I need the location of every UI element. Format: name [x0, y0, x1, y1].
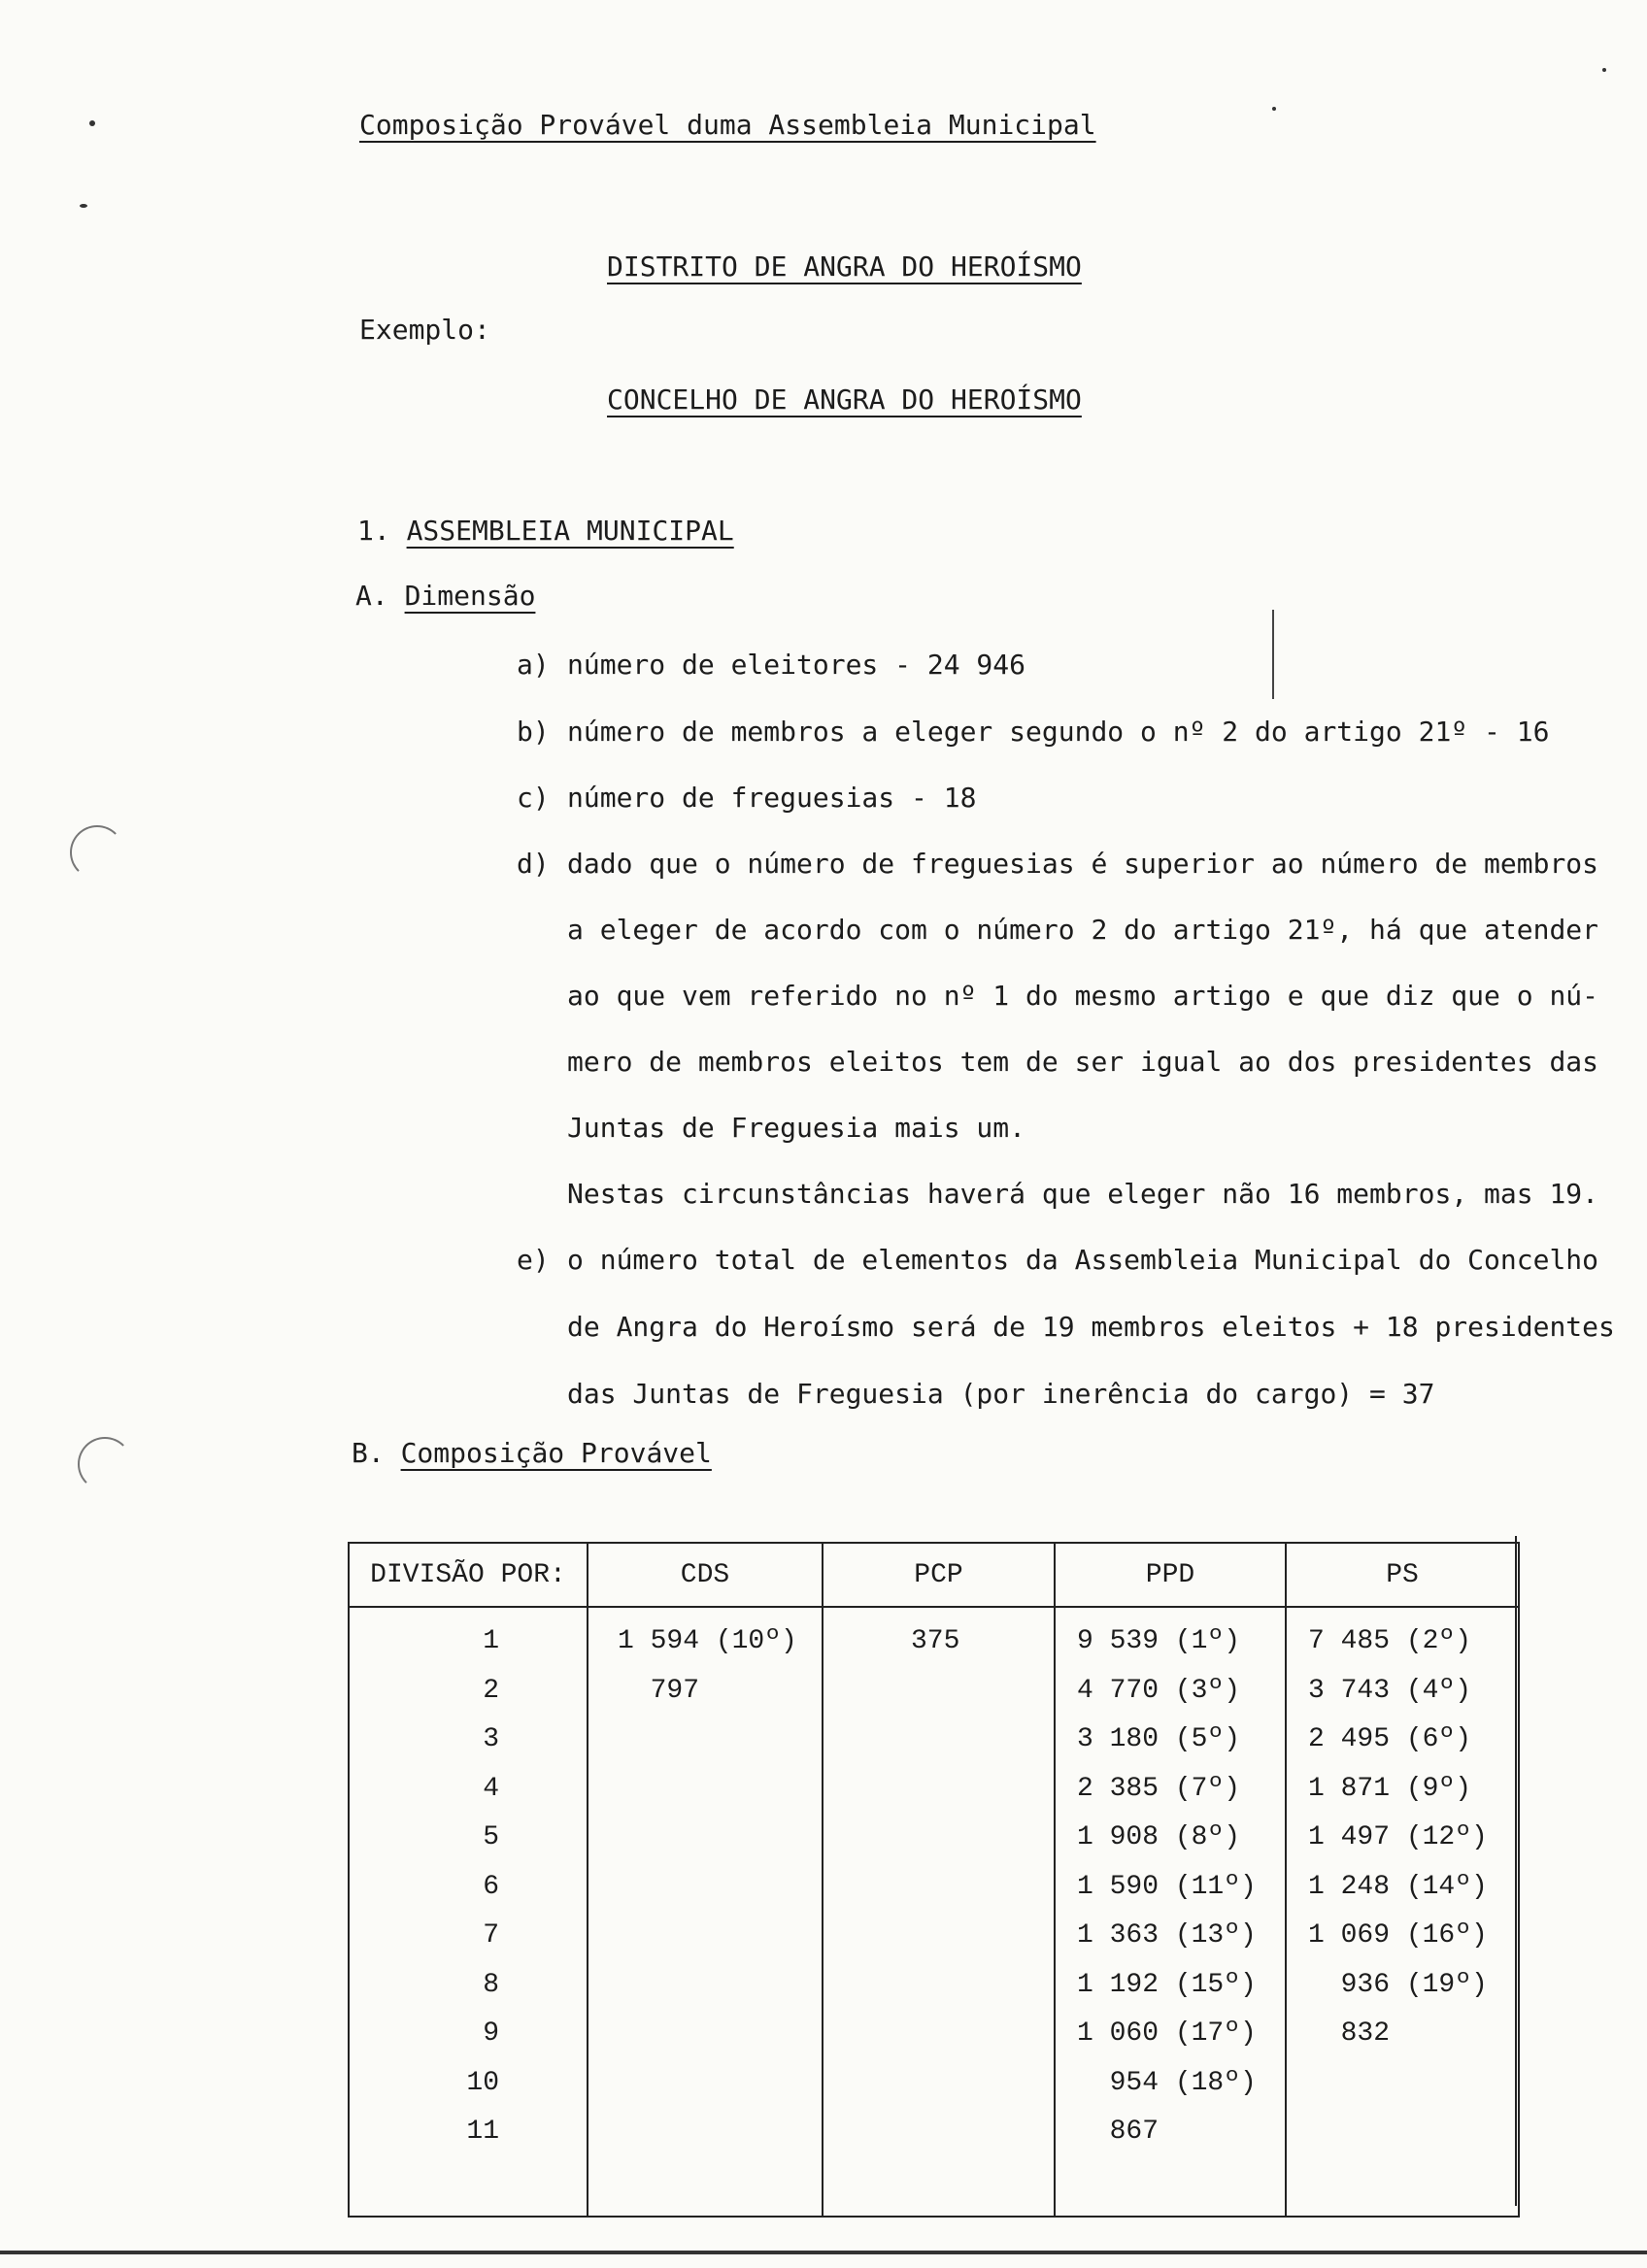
division-cell: 7 [483, 1920, 499, 1951]
division-cell: 4 [483, 1773, 499, 1804]
list-item-d-line: mero de membros eleitos tem de ser igual ao dos presidentes das [567, 1046, 1599, 1078]
table-row [349, 1607, 1519, 2157]
punch-hole-mark [78, 1437, 132, 1491]
division-cell: 6 [483, 1871, 499, 1902]
column-header-division: DIVISÃO POR: [349, 1543, 588, 1607]
ppd-cell: 4 770 (3º) [1077, 1675, 1241, 1706]
footer-cell [1055, 2157, 1286, 2217]
ps-cell: 1 069 (16º) [1308, 1920, 1488, 1951]
page-bottom-line [0, 2251, 1647, 2254]
pcp-column [823, 1607, 1055, 2157]
footer-cell [588, 2157, 823, 2217]
scan-speck [1602, 68, 1606, 72]
example-label: Exemplo: [359, 314, 490, 346]
ps-cell: 7 485 (2º) [1308, 1626, 1472, 1656]
ps-cell: 1 497 (12º) [1308, 1822, 1488, 1852]
section-1-title: ASSEMBLEIA MUNICIPAL [406, 515, 734, 547]
section-b-heading [352, 1437, 712, 1470]
district-heading: DISTRITO DE ANGRA DO HEROÍSMO [607, 250, 1082, 283]
scan-stroke [1272, 610, 1274, 699]
section-a-letter: A. [355, 580, 388, 612]
footer-cell [1286, 2157, 1519, 2217]
ppd-cell: 1 192 (15º) [1077, 1969, 1257, 2000]
division-cell: 5 [483, 1822, 499, 1852]
list-item-d [517, 848, 1598, 881]
footer-cell [823, 2157, 1055, 2217]
ps-cell: 1 248 (14º) [1308, 1871, 1488, 1902]
division-cell: 1 [483, 1626, 499, 1656]
ppd-cell: 2 385 (7º) [1077, 1773, 1241, 1804]
list-item-b [517, 716, 1549, 749]
ppd-cell: 3 180 (5º) [1077, 1724, 1241, 1754]
ps-cell: 3 743 (4º) [1308, 1675, 1472, 1706]
list-item-label: d) [517, 848, 550, 880]
ppd-cell: 1 908 (8º) [1077, 1822, 1241, 1852]
list-item-text: número de membros a eleger segundo o nº 2 do artigo 21º - 16 [567, 716, 1550, 748]
ppd-column [1055, 1607, 1286, 2157]
section-b-title: Composição Provável [400, 1437, 712, 1469]
punch-hole-mark [70, 825, 124, 880]
ppd-cell: 867 [1077, 2117, 1160, 2147]
table-edge-line [1515, 1536, 1517, 2206]
list-item-label: a) [517, 649, 550, 681]
municipality-heading: CONCELHO DE ANGRA DO HEROÍSMO [607, 384, 1082, 416]
table-header-row [349, 1543, 1519, 1607]
list-item-d-line: Nestas circunstâncias haverá que eleger não 16 membros, mas 19. [567, 1178, 1599, 1210]
section-b-letter: B. [352, 1437, 385, 1469]
list-item-e-line: de Angra do Heroísmo será de 19 membros eleitos + 18 presidentes [567, 1311, 1615, 1343]
ppd-cell: 954 (18º) [1077, 2067, 1257, 2098]
list-item-label: c) [517, 782, 550, 814]
division-column [349, 1607, 588, 2157]
pcp-cell: 375 [911, 1626, 960, 1656]
column-header-cds: CDS [588, 1543, 823, 1607]
list-item-text: número de freguesias - 18 [567, 782, 977, 814]
list-item-label: e) [517, 1244, 550, 1276]
ps-cell: 936 (19º) [1308, 1969, 1488, 2000]
division-cell: 2 [483, 1675, 499, 1706]
ps-column [1286, 1607, 1519, 2157]
list-item-text: o número total de elementos da Assembleia Municipal do Concelho [567, 1244, 1599, 1276]
section-1-number: 1. [357, 515, 390, 547]
list-item-e-line: das Juntas de Freguesia (por inerência do cargo) = 37 [567, 1378, 1435, 1410]
list-item-d-line: Juntas de Freguesia mais um. [567, 1112, 1026, 1144]
section-a-title: Dimensão [404, 580, 536, 612]
division-cell: 9 [483, 2018, 499, 2049]
division-cell: 8 [483, 1969, 499, 2000]
list-item-text: número de eleitores - 24 946 [567, 649, 1026, 681]
list-item-c [517, 782, 976, 815]
section-1-heading [357, 515, 734, 548]
scan-speck [80, 204, 87, 208]
cds-cell: 797 [618, 1675, 700, 1706]
column-header-ps: PS [1286, 1543, 1519, 1607]
cds-cell: 1 594 (10º) [618, 1626, 797, 1656]
composition-table [348, 1542, 1520, 2218]
footer-cell [349, 2157, 588, 2217]
ps-cell: 2 495 (6º) [1308, 1724, 1472, 1754]
ps-cell: 832 [1308, 2018, 1391, 2049]
column-header-ppd: PPD [1055, 1543, 1286, 1607]
scan-speck [89, 120, 95, 126]
list-item-text: dado que o número de freguesias é superior ao número de membros [567, 848, 1599, 880]
scan-speck [1272, 107, 1276, 111]
list-item-d-line: a eleger de acordo com o número 2 do artigo 21º, há que atender [567, 914, 1599, 946]
ppd-cell: 9 539 (1º) [1077, 1626, 1241, 1656]
ppd-cell: 1 060 (17º) [1077, 2018, 1257, 2049]
list-item-a [517, 649, 1025, 682]
ppd-cell: 1 363 (13º) [1077, 1920, 1257, 1951]
document-title: Composição Provável duma Assembleia Municipal [359, 109, 1096, 141]
division-cell: 10 [466, 2067, 499, 2098]
division-cell: 11 [466, 2117, 499, 2147]
section-a-heading [355, 580, 535, 613]
ps-cell: 1 871 (9º) [1308, 1773, 1472, 1804]
table-footer-row [349, 2157, 1519, 2217]
division-cell: 3 [483, 1724, 499, 1754]
list-item-label: b) [517, 716, 550, 748]
cds-column [588, 1607, 823, 2157]
list-item-e [517, 1244, 1598, 1277]
column-header-pcp: PCP [823, 1543, 1055, 1607]
ppd-cell: 1 590 (11º) [1077, 1871, 1257, 1902]
list-item-d-line: ao que vem referido no nº 1 do mesmo artigo e que diz que o nú- [567, 980, 1599, 1012]
